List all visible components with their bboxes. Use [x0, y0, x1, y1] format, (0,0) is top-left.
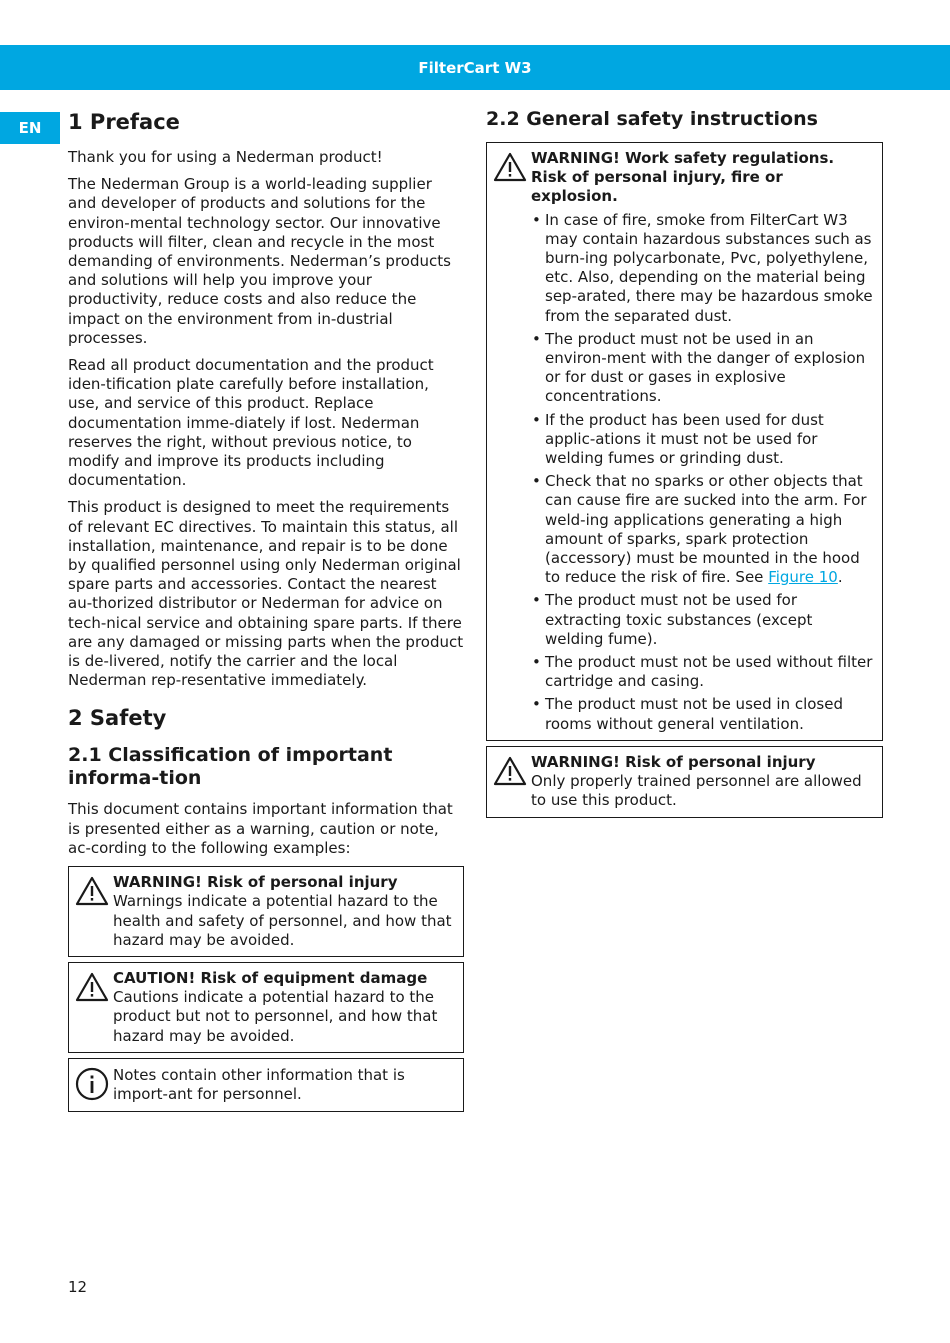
warning-triangle-icon: [493, 755, 527, 787]
note-example-text: Notes contain other information that is import-ant for personnel.: [113, 1065, 405, 1103]
language-tab: EN: [0, 112, 60, 144]
header-band: [0, 45, 950, 90]
list-item: • In case of fire, smoke from FilterCart W3 may contain hazardous substances such as burn-ing polycarbonate, Pvc, polyethylene, etc. Also, depending on the material being sep-arated, there may be hazardous smoke from the separated dust.: [531, 211, 874, 326]
caution-example-title: CAUTION! Risk of equipment damage: [113, 968, 428, 987]
safety-heading: 2 Safety: [68, 706, 167, 731]
warning-triangle-icon: [75, 971, 109, 1003]
sparks-bullet-end: .: [837, 568, 843, 587]
list-item: • If the product has been used for dust applic-ations it must not be used for welding fumes or grinding dust.: [531, 411, 874, 469]
list-item: • The product must not be used in an environ-ment with the danger of explosion or for dust or gases in explosive concentrations.: [531, 330, 874, 407]
page-number: 12: [68, 1278, 88, 1296]
warning-example-text: Warnings indicate a potential hazard to the health and safety of personnel, and how that hazard may be avoided.: [113, 892, 452, 949]
list-item: • The product must not be used in closed rooms without general ventilation.: [531, 695, 874, 733]
left-column: [68, 108, 464, 1117]
preface-paragraph: The Nederman Group is a world-leading supplier and developer of products and solutions for the environ-mental technology sector. Our innovative products will filter, clean and recycle in the most demanding of environments. Nederman’s products and solutions will help you improve your productivity, reduce costs and also reduce the impact on the environment from in-dustrial processes.: [68, 175, 451, 347]
figure-10-link[interactable]: Figure 10: [768, 568, 838, 587]
list-item: • The product must not be used without filter cartridge and casing.: [531, 653, 874, 691]
preface-paragraph: Read all product documentation and the product iden-tification plate carefully before installation, use, and service of this product. Replace documentation imme-diately if lost. Nederman reserves the right, without previous notice, to modify and improve its products including documentation.: [68, 356, 434, 490]
warning-example-box: [68, 866, 464, 957]
preface-paragraph: This product is designed to meet the requirements of relevant EC directives. To maintain this status, all installation, maintenance, and repair is to be done by qualified personnel using only Nederman original spare parts and accessories. Contact the nearest au-thorized distributor or Nederman for advice on tech-nical service and obtaining spare parts. If there are any damaged or missing parts when the product is de-livered, notify the carrier and the local Nederman rep-resentative immediately.: [68, 498, 464, 690]
warning-triangle-icon: [75, 875, 109, 907]
list-item: • The product must not be used for extracting toxic substances (except welding fume).: [531, 591, 874, 649]
personal-injury-warning-text: Only properly trained personnel are allowed to use this product.: [531, 772, 862, 810]
preface-paragraph: Thank you for using a Nederman product!: [68, 148, 383, 166]
note-example-box: [68, 1058, 464, 1112]
personal-injury-warning-box: [486, 746, 883, 818]
personal-injury-warning-title: WARNING! Risk of personal injury: [531, 752, 816, 771]
work-safety-warning-box: [486, 142, 883, 741]
preface-heading: 1 Preface: [68, 110, 180, 134]
caution-example-box: [68, 962, 464, 1053]
classification-heading: 2.1 Classification of important informa-tion: [68, 744, 393, 790]
list-item: [531, 472, 874, 587]
warning-triangle-icon: [493, 151, 527, 183]
work-safety-warning-title: WARNING! Work safety regulations. Risk of personal injury, fire or explosion.: [531, 149, 835, 206]
sparks-bullet-text: Check that no sparks or other objects that can cause fire are sucked into the arm. For weld-ing applications generating a high amount of sparks, spark protection (accessory) must be mounted in the hood to reduce the risk of fire. See: [545, 472, 867, 587]
info-circle-icon: [75, 1067, 109, 1101]
caution-example-text: Cautions indicate a potential hazard to the product but not to personnel, and how that hazard may be avoided.: [113, 988, 438, 1045]
document-title: FilterCart W3: [418, 58, 532, 77]
warning-example-title: WARNING! Risk of personal injury: [113, 873, 398, 892]
classification-intro: This document contains important information that is presented either as a warning, caution or note, ac-cording to the following examples:: [68, 800, 453, 857]
right-column: [486, 108, 883, 823]
general-safety-heading: 2.2 General safety instructions: [486, 108, 818, 130]
safety-bullet-list: [531, 211, 874, 734]
